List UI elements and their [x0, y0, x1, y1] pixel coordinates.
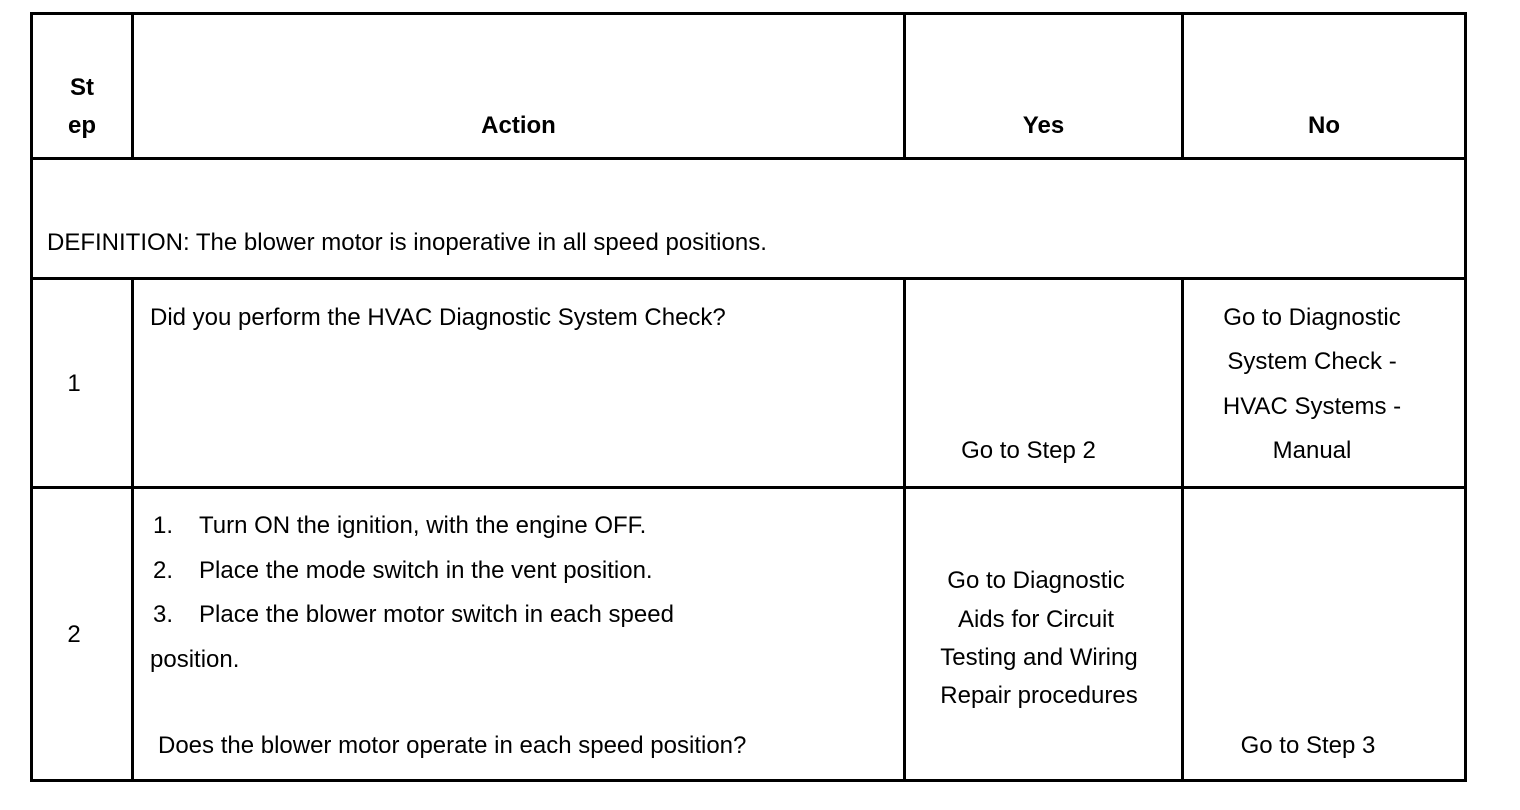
yes-result-line: Go to Diagnostic	[947, 567, 1125, 594]
action-item-number: 2.	[153, 557, 174, 584]
definition-divider	[30, 277, 1467, 280]
action-item-text: Turn ON the ignition, with the engine OFF.	[199, 512, 647, 539]
action-question: Does the blower motor operate in each speed position?	[158, 732, 747, 759]
table-border-top	[30, 12, 1467, 15]
header-step-line1: St	[70, 74, 94, 101]
yes-result: Go to Step 2	[961, 437, 1096, 464]
row-divider	[30, 486, 1467, 489]
table-border-right	[1464, 12, 1467, 782]
step-number: 1	[67, 370, 81, 397]
no-result: Go to Step 3	[1240, 732, 1376, 759]
action-text: Did you perform the HVAC Diagnostic System Check?	[150, 304, 726, 331]
column-divider-step	[131, 277, 134, 782]
action-item-number: 1.	[153, 512, 174, 539]
header-step-line2: ep	[67, 112, 96, 139]
definition-text: DEFINITION: The blower motor is inoperative in all speed positions.	[47, 229, 767, 256]
action-item-continuation: position.	[150, 646, 240, 673]
header-divider	[30, 157, 1467, 160]
action-item-text: Place the blower motor switch in each speed	[199, 601, 674, 628]
yes-result-line: Aids for Circuit	[957, 606, 1115, 633]
no-result-line: Go to Diagnostic	[1223, 304, 1401, 331]
yes-result-line: Testing and Wiring	[940, 644, 1138, 671]
step-number: 2	[67, 621, 81, 648]
no-result-line: HVAC Systems -	[1222, 393, 1402, 420]
yes-result-line: Repair procedures	[940, 682, 1138, 709]
header-no: No	[1308, 112, 1340, 139]
header-yes: Yes	[1022, 112, 1065, 139]
action-item-number: 3.	[153, 601, 174, 628]
action-item-text: Place the mode switch in the vent position.	[199, 557, 653, 584]
no-result-line: System Check -	[1227, 348, 1397, 375]
no-result-line: Manual	[1272, 437, 1352, 464]
header-action: Action	[481, 112, 556, 139]
table-border-bottom	[30, 779, 1467, 782]
